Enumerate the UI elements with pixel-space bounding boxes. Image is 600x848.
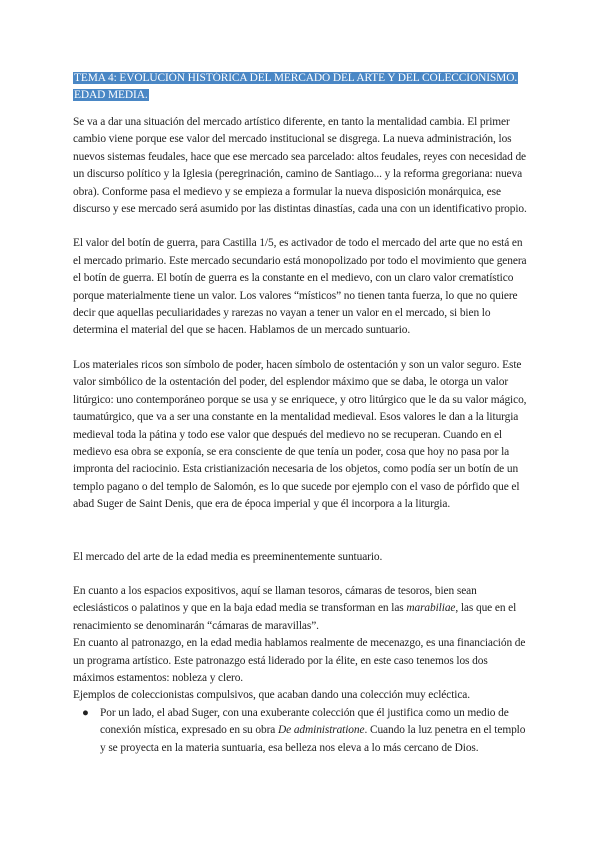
paragraph-espacios-expositivos — [73, 583, 529, 635]
paragraph-ejemplos-coleccionistas: Ejemplos de coleccionistas compulsivos, que acaban dando una colección muy ecléctica. — [73, 689, 470, 702]
document-page — [73, 70, 529, 757]
document-heading — [73, 70, 529, 104]
paragraph-mercado-suntuario: El mercado del arte de la edad media es preeminentemente suntuario. — [73, 550, 383, 563]
marabiliae-term: marabiliae — [406, 602, 456, 615]
list-item-abad-suger — [82, 705, 529, 757]
espacios-text-before: En cuanto a los espacios expositivos, aquí se llaman tesoros, cámaras de tesoros, bien sean eclesiásticos o palatinos y que en la baja edad media se transforman en las — [73, 584, 477, 615]
paragraph-botin-de-guerra: El valor del botín de guerra, para Castilla 1/5, es activador de todo el mercado del arte que no está en el mercado primario. Este mercado secundario está monopolizado por todo el movimiento que genera el botín de guerra. El botín de guerra es la constante en el medievo, con un claro valor crematístico porque materialmente tiene un valor. Los valores “místicos” no tienen tanta fuerza, lo que no quiere decir que aquellas peculiaridades y rarezas no vayan a tener un valor en el mercado, si bien lo determina el material del que se hacen. Hablamos de un mercado suntuario. — [73, 237, 527, 337]
de-administratione-title: De administratione — [277, 724, 365, 737]
espacios-text-after: , las que en el renacimiento se denominarán “cámaras de maravillas”. — [73, 602, 517, 632]
bullet-icon: ● — [82, 706, 89, 719]
paragraph-patronazgo: En cuanto al patronazgo, en la edad media hablamos realmente de mecenazgo, es una financiación de un programa artístico. Este patronazgo está liderado por la élite, en este caso tenemos los dos máximos estamentos: nobleza y clero. — [73, 637, 526, 684]
heading-text: TEMA 4: EVOLUCIÓN HISTÓRICA DEL MERCADO DEL ARTE Y DEL COLECCIONISMO. EDAD MEDIA. — [74, 72, 518, 101]
paragraph-materiales-ricos: Los materiales ricos son símbolo de poder, hacen símbolo de ostentación y son un valor seguro. Este valor simbólico de la ostentación del poder, del esplendor máximo que se daba, le otorga un valor litúrgico: uno contemporáneo porque se usa y se enriquece, y otro litúrgico que le da su valor mágico, taumatúrgico, que va a ser una constante en la mentalidad medieval. Esos valores le dan a la liturgia medieval toda la pátina y todo ese valor que después del medievo no se recuperan. Cuando en el medievo esa obra se exponía, se era consciente de que tenía un poder, cosa que hoy no pasa por la impronta del raciocinio. Esta cristianización necesaria de los objetos, como podía ser un botín de un templo pagano o del templo de Salomón, es lo que sucede por ejemplo con el vaso de pórfido que el abad Suger de Saint Denis, que era de época imperial y que él incorpora a la liturgia. — [73, 358, 527, 511]
suger-text-after: . Cuando la luz penetra en el templo y se proyecta en la materia suntuaria, esa belleza nos eleva a lo más cercano de Dios. — [100, 724, 526, 754]
paragraph-mercado-medieval: Se va a dar una situación del mercado artístico diferente, en tanto la mentalidad cambia. El primer cambio viene porque ese valor del mercado institucional se disgrega. La nueva administración, los nuevos sistemas feudales, hace que ese mercado sea parcelado: altos feudales, reyes con necesidad de un discurso político y la Iglesia (peregrinación, camino de Santiago... y la reforma gregoriana: nueva obra). Conforme pasa el medievo y se empieza a formular la nueva disposición monárquica, ese discurso y ese mercado será asumido por las distintas dinastías, cada una con un identificativo propio. — [73, 116, 527, 216]
collectors-list — [73, 705, 529, 757]
suger-text-before: Por un lado, el abad Suger, con una exuberante colección que él justifica como un medio de conexión mística, expresado en su obra — [100, 706, 509, 737]
